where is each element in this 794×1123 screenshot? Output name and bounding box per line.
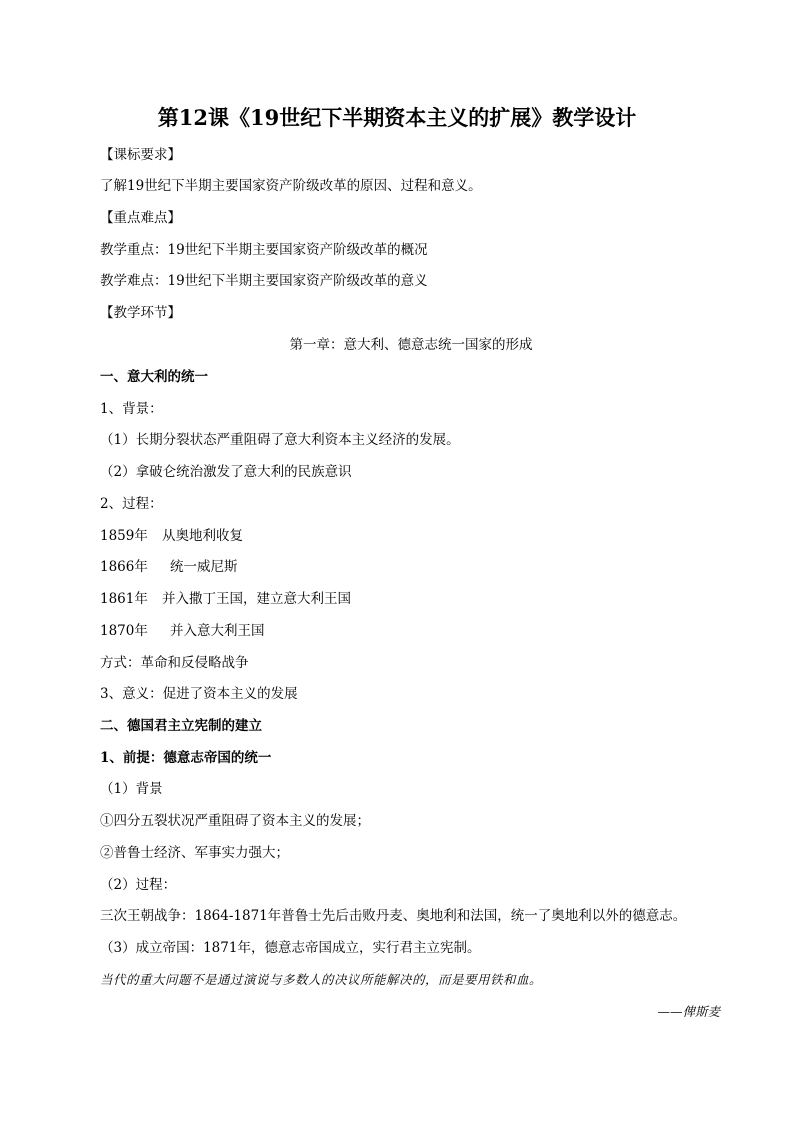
timeline-year: 1859年 <box>100 528 148 544</box>
italy-background-2: （2）拿破仑统治激发了意大利的民族意识 <box>100 464 352 480</box>
germany-heading: 二、德国君主立宪制的建立 <box>100 718 262 734</box>
timeline-row <box>100 557 238 577</box>
germany-background-1: ①四分五裂状况严重阻碍了资本主义的发展； <box>100 813 370 829</box>
timeline-row <box>100 621 265 641</box>
germany-process-text: 三次王朝战争：1864-1871年普鲁士先后击败丹麦、奥地利和法国，统一了奥地利以外的德意志。 <box>100 908 687 924</box>
difficult-point-text: 教学难点：19世纪下半期主要国家资产阶级改革的意义 <box>100 273 428 289</box>
quote-author: ——俾斯麦 <box>657 1004 720 1019</box>
timeline-year: 1866年 <box>100 559 148 575</box>
timeline-row <box>100 589 351 609</box>
germany-empire-text: （3）成立帝国：1871年，德意志帝国成立，实行君主立宪制。 <box>100 940 481 956</box>
germany-premise: 1、前提：德意志帝国的统一 <box>100 750 272 766</box>
timeline-row <box>100 526 243 546</box>
chapter-title: 第一章：意大利、德意志统一国家的形成 <box>289 337 533 353</box>
bismarck-quote: 当代的重大问题不是通过演说与多数人的决议所能解决的，而是要用铁和血。 <box>100 972 543 987</box>
timeline-year: 1861年 <box>100 591 148 607</box>
key-point-text: 教学重点：19世纪下半期主要国家资产阶级改革的概况 <box>100 242 428 258</box>
key-difficult-heading: 【重点难点】 <box>100 210 181 226</box>
page-title: 第12课《19世纪下半期资本主义的扩展》教学设计 <box>157 105 637 130</box>
timeline-event: 并入撒丁王国，建立意大利王国 <box>162 591 351 607</box>
timeline-year: 1870年 <box>100 623 148 639</box>
timeline-event: 并入意大利王国 <box>170 623 265 639</box>
italy-background-label: 1、背景： <box>100 401 163 417</box>
italy-heading: 一、意大利的统一 <box>100 369 208 385</box>
italy-process-label: 2、过程： <box>100 496 163 512</box>
curriculum-heading: 【课标要求】 <box>100 147 181 163</box>
germany-process-label: （2）过程： <box>100 877 177 893</box>
teaching-steps-heading: 【教学环节】 <box>100 305 181 321</box>
germany-background-label: （1）背景 <box>100 781 163 797</box>
italy-background-1: （1）长期分裂状态严重阻碍了意大利资本主义经济的发展。 <box>100 432 460 448</box>
timeline-event: 统一威尼斯 <box>170 559 238 575</box>
italy-significance: 3、意义：促进了资本主义的发展 <box>100 686 298 702</box>
germany-background-2: ②普鲁士经济、军事实力强大； <box>100 845 289 861</box>
timeline-event: 从奥地利收复 <box>162 528 243 544</box>
curriculum-text: 了解19世纪下半期主要国家资产阶级改革的原因、过程和意义。 <box>100 178 482 194</box>
italy-method: 方式：革命和反侵略战争 <box>100 655 249 671</box>
